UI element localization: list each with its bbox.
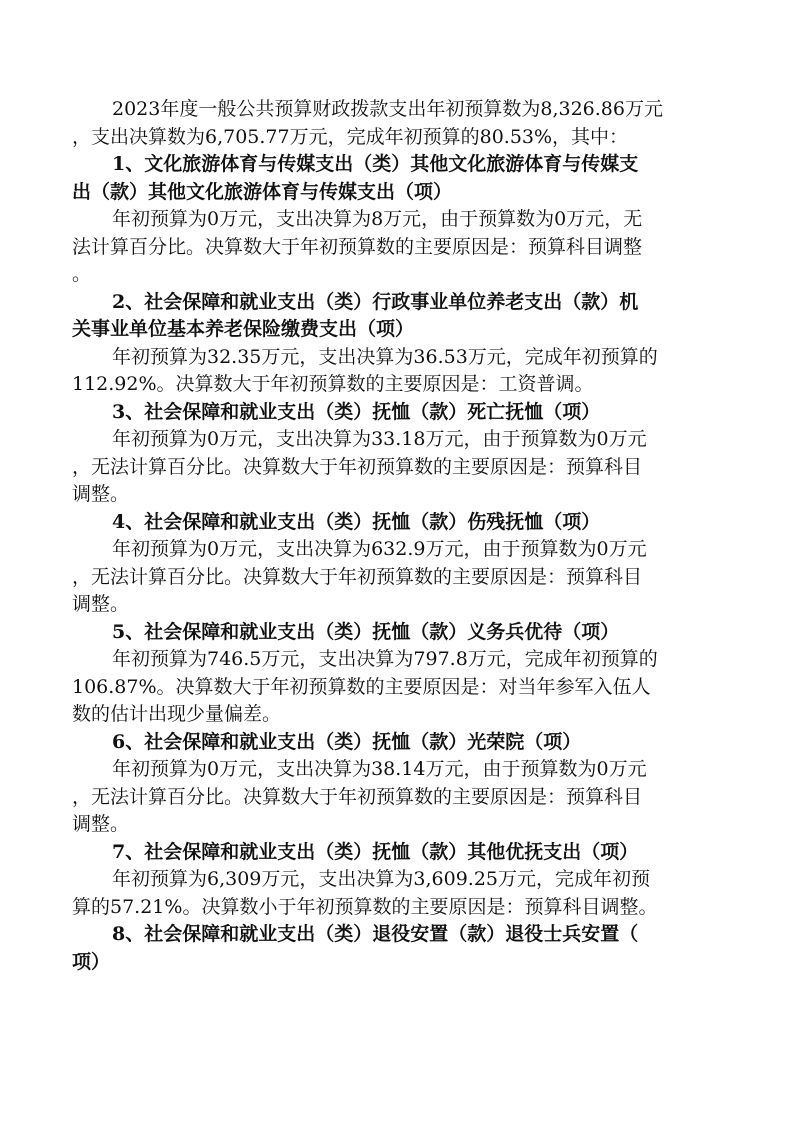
section-body-5 — [72, 646, 722, 729]
body-line: 106.87%。决算数大于年初预算数的主要原因是：对当年参军入伍人 — [72, 675, 651, 698]
body-line: 调整。 — [72, 483, 130, 505]
body-line: 调整。 — [72, 593, 130, 615]
heading-line: 5、社会保障和就业支出（类）抚恤（款）义务兵优待（项） — [112, 620, 620, 643]
body-line: 年初预算为0万元，支出决算为632.9万元，由于预算数为0万元 — [112, 538, 647, 560]
intro-line: 2023年度一般公共预算财政拨款支出年初预算数为8,326.86万元 — [112, 98, 663, 120]
intro-line: ，支出决算数为6,705.77万元，完成年初预算的80.53%，其中： — [72, 125, 629, 148]
body-line: 年初预算为0万元，支出决算为38.14万元，由于预算数为0万元 — [112, 758, 647, 780]
section-heading-7 — [72, 839, 722, 867]
section-body-6 — [72, 756, 722, 839]
section-heading-1 — [72, 151, 722, 206]
section-heading-3 — [72, 399, 722, 427]
body-line: 年初预算为0万元，支出决算为8万元，由于预算数为0万元，无 — [112, 208, 643, 230]
section-heading-6 — [72, 729, 722, 757]
heading-line: 1、文化旅游体育与传媒支出（类）其他文化旅游体育与传媒支 — [112, 153, 639, 175]
heading-line: 8、社会保障和就业支出（类）退役安置（款）退役士兵安置（ — [112, 923, 639, 945]
body-line: ，无法计算百分比。决算数大于年初预算数的主要原因是：预算科目 — [72, 565, 643, 588]
heading-line: 7、社会保障和就业支出（类）抚恤（款）其他优抚支出（项） — [112, 840, 639, 863]
heading-line: 出（款）其他文化旅游体育与传媒支出（项） — [72, 180, 453, 203]
section-heading-4 — [72, 509, 722, 537]
heading-line: 3、社会保障和就业支出（类）抚恤（款）死亡抚恤（项） — [112, 400, 601, 423]
body-line: 年初预算为32.35万元，支出决算为36.53万元，完成年初预算的 — [112, 345, 658, 368]
section-body-1 — [72, 206, 722, 289]
section-body-4 — [72, 536, 722, 619]
heading-line: 关事业单位基本养老保险缴费支出（项） — [72, 318, 415, 340]
section-body-7 — [72, 866, 722, 921]
body-line: 年初预算为0万元，支出决算为33.18万元，由于预算数为0万元 — [112, 428, 647, 450]
heading-line: 项） — [72, 950, 111, 973]
heading-line: 4、社会保障和就业支出（类）抚恤（款）伤残抚恤（项） — [112, 510, 601, 533]
body-line: 年初预算为746.5万元，支出决算为797.8万元，完成年初预算的 — [112, 648, 658, 670]
body-line: ，无法计算百分比。决算数大于年初预算数的主要原因是：预算科目 — [72, 785, 643, 808]
body-line: 法计算百分比。决算数大于年初预算数的主要原因是：预算科目调整 — [72, 235, 643, 258]
section-heading-8 — [72, 921, 722, 976]
section-heading-2 — [72, 289, 722, 344]
body-line: 年初预算为6,309万元，支出决算为3,609.25万元，完成年初预 — [112, 868, 651, 890]
section-body-3 — [72, 426, 722, 509]
heading-line: 6、社会保障和就业支出（类）抚恤（款）光荣院（项） — [112, 730, 582, 753]
body-line: ，无法计算百分比。决算数大于年初预算数的主要原因是：预算科目 — [72, 455, 643, 478]
body-line: 112.92%。决算数大于年初预算数的主要原因是：工资普调。 — [72, 373, 594, 395]
heading-line: 2、社会保障和就业支出（类）行政事业单位养老支出（款）机 — [112, 290, 639, 313]
body-line: 。 — [72, 263, 92, 285]
intro-paragraph — [72, 96, 722, 151]
section-heading-5 — [72, 619, 722, 647]
document-page — [72, 96, 722, 976]
body-line: 算的57.21%。决算数小于年初预算数的主要原因是：预算科目调整。 — [72, 895, 658, 918]
section-body-2 — [72, 344, 722, 399]
body-line: 调整。 — [72, 813, 130, 835]
body-line: 数的估计出现少量偏差。 — [72, 703, 282, 725]
